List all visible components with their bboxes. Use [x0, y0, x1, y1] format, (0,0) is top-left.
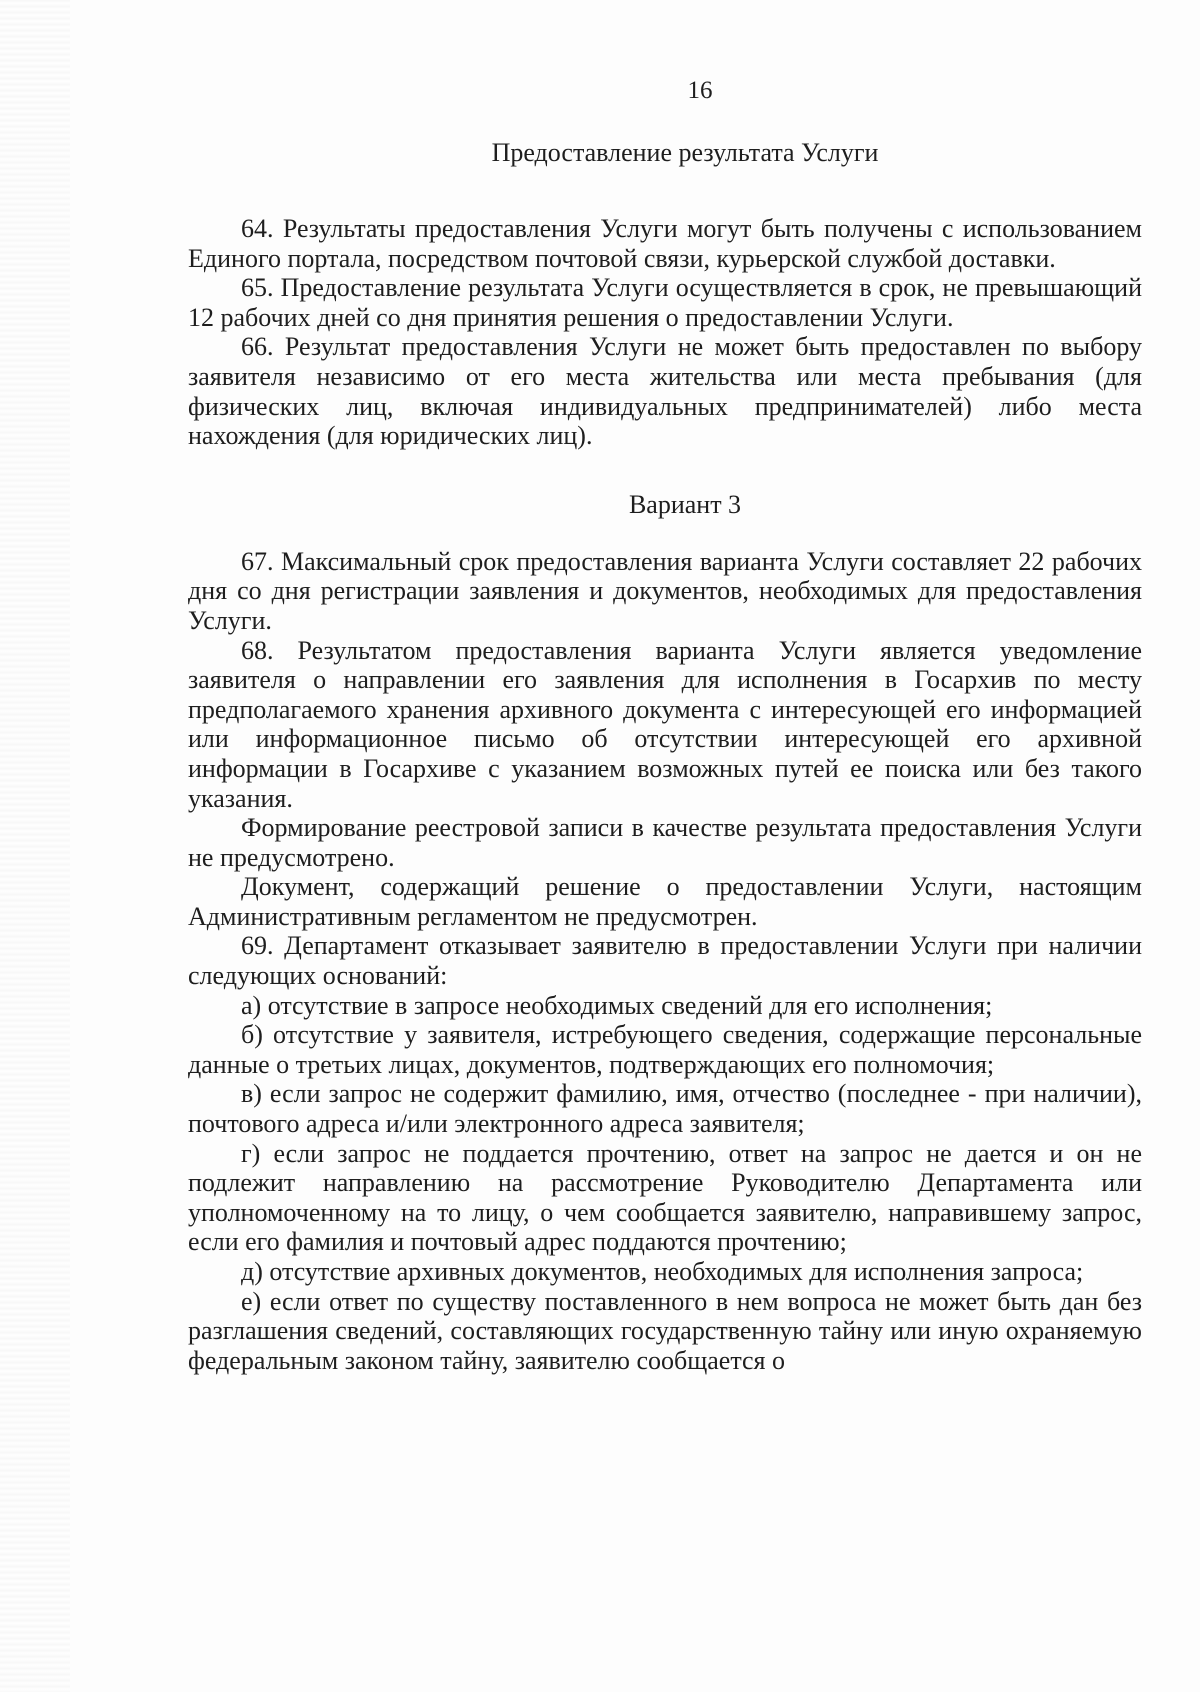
paragraph-69: 69. Департамент отказывает заявителю в предоставлении Услуги при наличии следующих оснований: — [188, 931, 1142, 991]
list-item-b: б) отсутствие у заявителя, истребующего сведения, содержащие персональные данные о третьих лицах, документов, подтверждающих его полномочия; — [188, 1020, 1142, 1079]
list-item-d: д) отсутствие архивных документов, необходимых для исполнения запроса; — [241, 1257, 1084, 1286]
paragraph-registry-record: Формирование реестровой записи в качестве результата предоставления Услуги не предусмотрено. — [188, 813, 1142, 872]
paragraph-67: 67. Максимальный срок предоставления варианта Услуги составляет 22 рабочих дня со дня регистрации заявления и документов, необходимых для предоставления Услуги. — [188, 546, 1142, 635]
scan-edge-noise — [0, 0, 70, 1692]
list-item-a: а) отсутствие в запросе необходимых сведений для его исполнения; — [241, 990, 993, 1020]
paragraph-68: 68. Результатом предоставления варианта Услуги является уведомление заявителя о направлении его заявления для исполнения в Госархив по месту предполагаемого хранения архивного документа с интересующей его информацией или информационное письмо об отсутствии интересующей его архивной информации в Госархиве с указанием возможных путей ее поиска или без такого указания. — [188, 635, 1142, 813]
page-number: 16 — [687, 77, 713, 104]
paragraph-66: 66. Результат предоставления Услуги не может быть предоставлен по выбору заявителя независимо от его места жительства или места пребывания (для физических лиц, включая индивидуальных предпринимателей) либо места нахождения (для юридических лиц). — [188, 332, 1142, 451]
list-item-v: в) если запрос не содержит фамилию, имя, отчество (последнее - при наличии), почтового адреса и/или электронного адреса заявителя; — [188, 1079, 1142, 1139]
list-item-g: г) если запрос не поддается прочтению, ответ на запрос не дается и он не подлежит направлению на рассмотрение Руководителю Департамента или уполномоченному на то лицу, о чем сообщается заявителю, направившему запрос, если его фамилия и почтовый адрес поддаются прочтению; — [188, 1138, 1142, 1257]
section-heading-result: Предоставление результата Услуги — [491, 138, 879, 167]
paragraph-decision-document: Документ, содержащий решение о предоставлении Услуги, настоящим Административным регламентом не предусмотрен. — [188, 872, 1142, 931]
document-body — [188, 138, 1142, 1375]
paragraph-64: 64. Результаты предоставления Услуги могут быть получены с использованием Единого портала, посредством почтовой связи, курьерской службой доставки. — [188, 214, 1142, 273]
section-heading-variant-3: Вариант 3 — [628, 489, 742, 519]
list-item-e: е) если ответ по существу поставленного в нем вопроса не может быть дан без разглашения сведений, составляющих государственную тайну или иную охраняемую федеральным законом тайну, заявителю сообщается о — [188, 1286, 1142, 1375]
paragraph-65: 65. Предоставление результата Услуги осуществляется в срок, не превышающий 12 рабочих дней со дня принятия решения о предоставлении Услуги. — [188, 273, 1142, 332]
